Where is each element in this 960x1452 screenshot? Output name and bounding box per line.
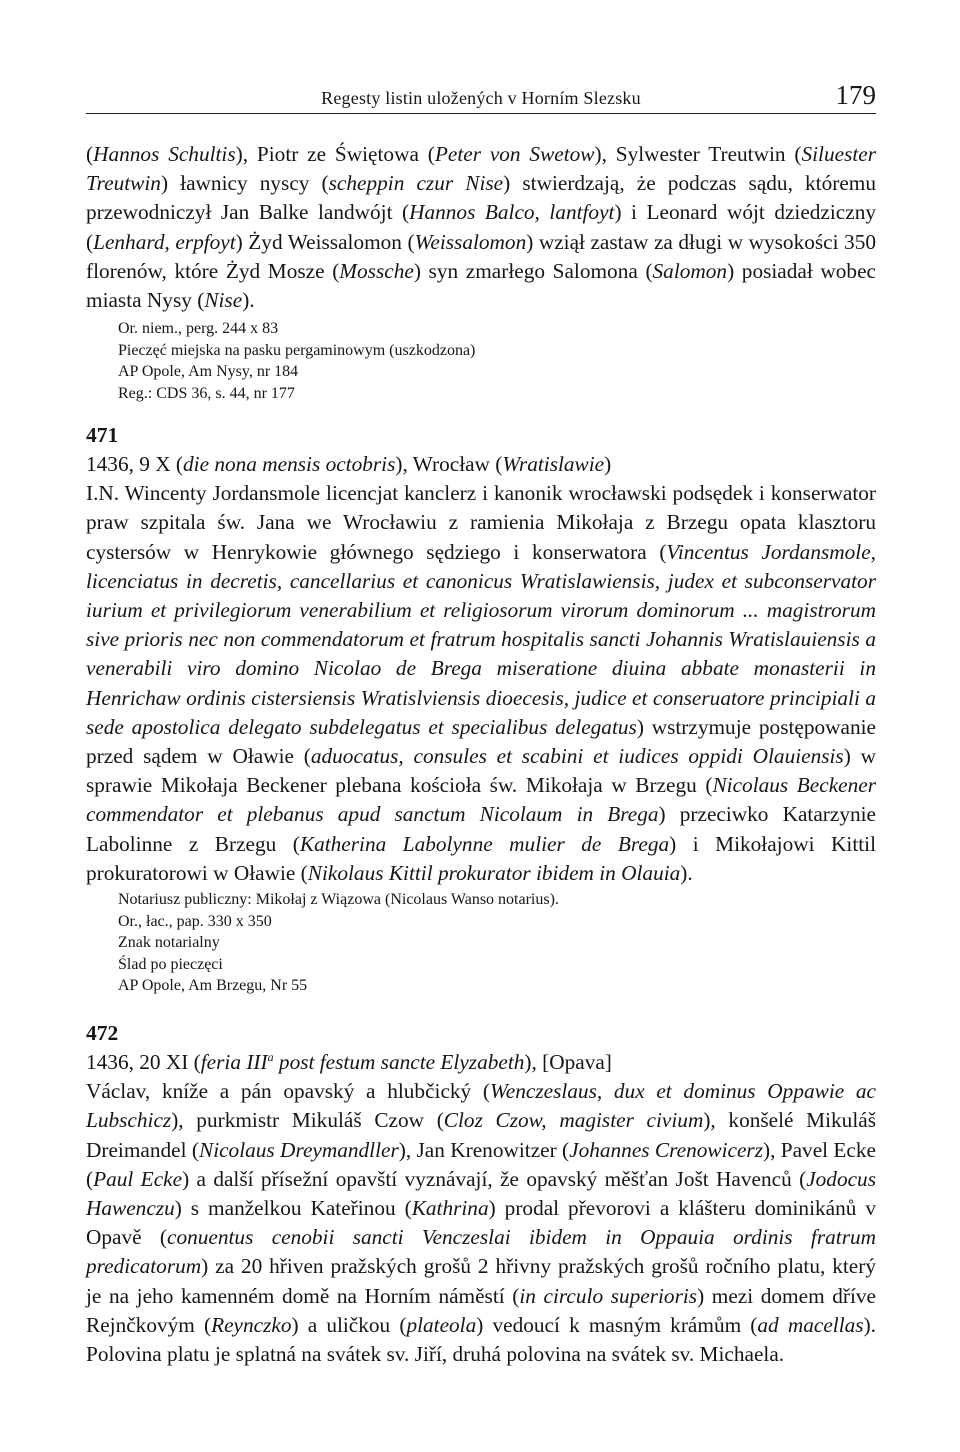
italic-run: conuentus cenobii sancti Venczeslai ibidem in Oppauia ordinis fratrum predicatorum bbox=[86, 1225, 877, 1279]
italic-run: Kathrina bbox=[411, 1196, 489, 1221]
italic-run: Paul Ecke bbox=[93, 1166, 183, 1191]
page-number: 179 bbox=[835, 80, 876, 110]
text-run: ), Pavel Ecke ( bbox=[86, 1137, 876, 1191]
entry-date bbox=[86, 450, 876, 479]
text-run: ), Piotr ze Świętowa ( bbox=[235, 142, 435, 166]
text-run: ) posiadał wobec miasta Nysy ( bbox=[86, 258, 876, 313]
text-run: ) mezi domem dříve Rejnčkovým ( bbox=[86, 1283, 876, 1337]
text-run: ). bbox=[680, 860, 693, 885]
text-run: ) przeciwko Katarzynie Labolinne z Brzegu ( bbox=[86, 802, 876, 856]
italic-run: Johannes Crenowicerz bbox=[569, 1137, 763, 1162]
text-run: Václav, kníže a pán opavský a hlubčický ( bbox=[86, 1079, 490, 1104]
page-header bbox=[86, 80, 876, 114]
italic-run: Nicolaus Dreymandller bbox=[198, 1137, 399, 1162]
entry-number: 471 bbox=[86, 423, 119, 447]
italic-run: Nikolaus Kittil prokurator ibidem in Olauia bbox=[307, 860, 681, 885]
entry-471-note: Notariusz publiczny: Mikołaj z Wiązowa (Nicolaus Wanso notarius). bbox=[118, 891, 559, 909]
italic-run: aduocatus, consules et scabini et iudices oppidi Olauiensis bbox=[310, 744, 844, 769]
text-run: ) i Leonard wójt dziedziczny ( bbox=[86, 200, 877, 254]
entry-470-note: Or. niem., perg. 244 x 83 bbox=[118, 320, 279, 338]
italic-run: Vincentus Jordansmole, licenciatus in decretis, cancellarius et canonicus Wratislawiensis, judex et subconservator iurium et privilegiorum venerabilium et religiosorum virorum dominorum ... magistrorum sive prioris nec non commendatorum et fratrum hospitalis sancti Johannis Wratislauiensis a venerabili viro domino Nicolao de Brega miseratione diuina abbate monasterii in Henrichaw ordinis cistersiensis Wratislviensis dioecesis, judice et conseruatore principiali a sede apostolica delegato subdelegatus et specialibus delegatus bbox=[86, 539, 876, 739]
text-run: ) stwierdzają, że podczas sądu, któremu przewodniczył Jan Balke landwójt ( bbox=[86, 171, 876, 225]
entry-470-note: AP Opole, Am Nysy, nr 184 bbox=[118, 363, 299, 381]
entry-471-note: Ślad po pieczęci bbox=[118, 955, 223, 973]
text-run: ) ławnicy nyscy ( bbox=[160, 171, 329, 196]
entry-472 bbox=[86, 1021, 876, 1369]
italic-run: Siluester Treutwin bbox=[86, 142, 877, 196]
text-run: ) a uličkou ( bbox=[291, 1312, 407, 1337]
italic-run: Cloz Czow, magister civium bbox=[443, 1108, 704, 1133]
date-italic: feria III bbox=[200, 1050, 268, 1074]
text-run: ), konšelé Mikuláš Dreimandel ( bbox=[86, 1108, 876, 1162]
text-run: ). bbox=[242, 288, 255, 313]
italic-run: die nona mensis octobris bbox=[183, 452, 396, 476]
text-run: ) wstrzymuje postępowanie przed sądem w Oławie ( bbox=[86, 714, 876, 769]
running-title: Regesty listin uložených v Horním Slezsku bbox=[321, 88, 641, 108]
entry-date bbox=[86, 1048, 876, 1077]
text-run: ), Wrocław ( bbox=[395, 452, 503, 476]
italic-run: Hannos Schultis bbox=[93, 142, 236, 166]
date-suffix: ), [Opava] bbox=[524, 1050, 612, 1074]
text-run: ) vedoucí k masným krámům ( bbox=[476, 1312, 758, 1337]
entry-470-note: Reg.: CDS 36, s. 44, nr 177 bbox=[118, 385, 295, 402]
italic-run: Peter von Swetow bbox=[434, 142, 595, 166]
text-run: ), purkmistr Mikuláš Czow ( bbox=[171, 1108, 444, 1133]
text-run: 1436, 9 X ( bbox=[86, 452, 184, 476]
date-prefix: 1436, 20 XI ( bbox=[86, 1050, 201, 1074]
text-run: ) w sprawie Mikołaja Beckener plebana kościoła św. Mikołaja w Brzegu ( bbox=[86, 744, 876, 798]
italic-run: Lenhard, erpfoyt bbox=[93, 229, 236, 254]
text-run: ), Jan Krenowitzer ( bbox=[398, 1137, 570, 1162]
italic-run: Nicolaus Beckener commendator et plebanus apud sanctum Nicolaum in Brega bbox=[86, 773, 876, 827]
italic-run: Katherina Labolynne mulier de Brega bbox=[299, 831, 670, 856]
text-run: ). Polovina platu je splatná na svátek sv. Jiří, druhá polovina na svátek sv. Michaela. bbox=[86, 1312, 876, 1367]
entry-470-continuation bbox=[86, 140, 876, 405]
entry-472-text bbox=[86, 1077, 876, 1369]
italic-run: Nise bbox=[204, 288, 243, 313]
header-rule bbox=[86, 113, 876, 114]
text-run: ) Żyd Weissalomon ( bbox=[235, 229, 415, 254]
entry-470-note: Pieczęć miejska na pasku pergaminowym (uszkodzona) bbox=[118, 341, 476, 359]
italic-run: Weissalomon bbox=[414, 229, 527, 254]
entry-471-text bbox=[86, 479, 876, 888]
entry-471-note: AP Opole, Am Brzegu, Nr 55 bbox=[118, 977, 308, 995]
entry-471-note: Znak notarialny bbox=[118, 934, 220, 952]
italic-run: in circulo superioris bbox=[519, 1283, 698, 1308]
entry-number: 472 bbox=[86, 1021, 119, 1045]
italic-run: ad macellas bbox=[757, 1312, 864, 1337]
italic-run: Mossche bbox=[339, 258, 414, 283]
text-run: I.N. Wincenty Jordansmole licencjat kanclerz i kanonik wrocławski podsędek i konserwator praw szpitala św. Jana we Wrocławiu z ramienia Mikołaja z Brzegu opata klasztoru cystersów w Henrykowie głównego sędziego i konserwatora ( bbox=[86, 481, 876, 564]
italic-run: Hannos Balco, lantfoyt bbox=[409, 200, 615, 225]
text-run: ) syn zmarłego Salomona ( bbox=[413, 258, 653, 283]
text-run: ( bbox=[86, 142, 94, 166]
italic-run: Salomon bbox=[652, 258, 728, 283]
entry-471 bbox=[86, 423, 876, 997]
text-run: ) i Mikołajowi Kittil prokuratorowi w Oławie ( bbox=[86, 831, 876, 885]
italic-run: Reynczko bbox=[211, 1312, 292, 1337]
italic-run: Wenczeslaus, dux et dominus Oppawie ac Lubschicz bbox=[86, 1079, 877, 1133]
text-run: ) s manželkou Kateřinou ( bbox=[174, 1196, 412, 1221]
date-superscript: a bbox=[267, 1049, 274, 1064]
entry-471-note: Or., łac., pap. 330 x 350 bbox=[118, 912, 272, 930]
text-run: ) wziął zastaw za długi w wysokości 350 florenów, które Żyd Mosze ( bbox=[86, 229, 876, 283]
italic-run: Jodocus Hawenczu bbox=[86, 1166, 876, 1221]
entry-470-text bbox=[86, 140, 876, 315]
date-italic: post festum sancte Elyzabeth bbox=[273, 1050, 525, 1074]
text-run: ) bbox=[604, 452, 612, 476]
text-run: ) a další přísežní opavští vyznávají, že opavský měšťan Jošt Havenců ( bbox=[182, 1166, 807, 1191]
italic-run: scheppin czur Nise bbox=[328, 171, 504, 196]
text-run: ), Sylwester Treutwin ( bbox=[594, 142, 802, 166]
text-run: ) prodal převorovi a klášteru dominikánů v Opavě ( bbox=[86, 1196, 876, 1250]
text-run: ) za 20 hřiven pražských grošů 2 hřivny pražských grošů ročního platu, který je na jeho kamenném domě na Horním náměstí ( bbox=[86, 1254, 876, 1308]
italic-run: plateola bbox=[406, 1312, 477, 1337]
italic-run: Wratislawie bbox=[502, 452, 605, 476]
